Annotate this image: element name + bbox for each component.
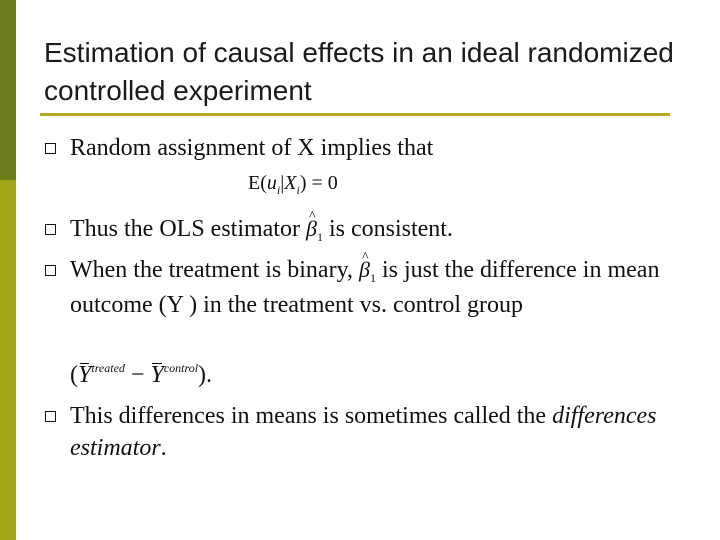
side-bar-dark xyxy=(0,0,16,180)
bullet-3-text: When the treatment is binary, ^ $\beta_1$ is just the difference in mean outcome (Y ) in the treatment vs. control group xyxy=(70,254,680,321)
title-underline xyxy=(40,113,670,116)
beta-hat-2: ^ $\beta_1$ xyxy=(359,257,376,282)
beta-hat-1: ^ $\beta_1$ xyxy=(306,216,323,241)
bullet-marker-2 xyxy=(45,224,56,235)
bullet-4-text: This differences in means is sometimes called the differences estimator. xyxy=(70,403,657,461)
bullet-marker-1 xyxy=(45,143,56,154)
differences-estimator-term: differences estimator xyxy=(70,403,657,461)
formula-diff-means: $(Y^{treated} - Y^{control})$. xyxy=(70,361,213,388)
bullet-2-text: Thus the OLS estimator ^ $\beta_1$ is consistent. xyxy=(70,213,453,248)
bullet-marker-3 xyxy=(45,265,56,276)
bullet-1-text: Random assignment of X implies that xyxy=(70,135,434,161)
formula-cond-mean: $E(u_i|X_i) = 0$ xyxy=(248,172,338,197)
side-bar-light xyxy=(0,180,16,540)
bullet-marker-4 xyxy=(45,411,56,422)
slide-title: Estimation of causal effects in an ideal randomized controlled experiment xyxy=(44,37,674,106)
